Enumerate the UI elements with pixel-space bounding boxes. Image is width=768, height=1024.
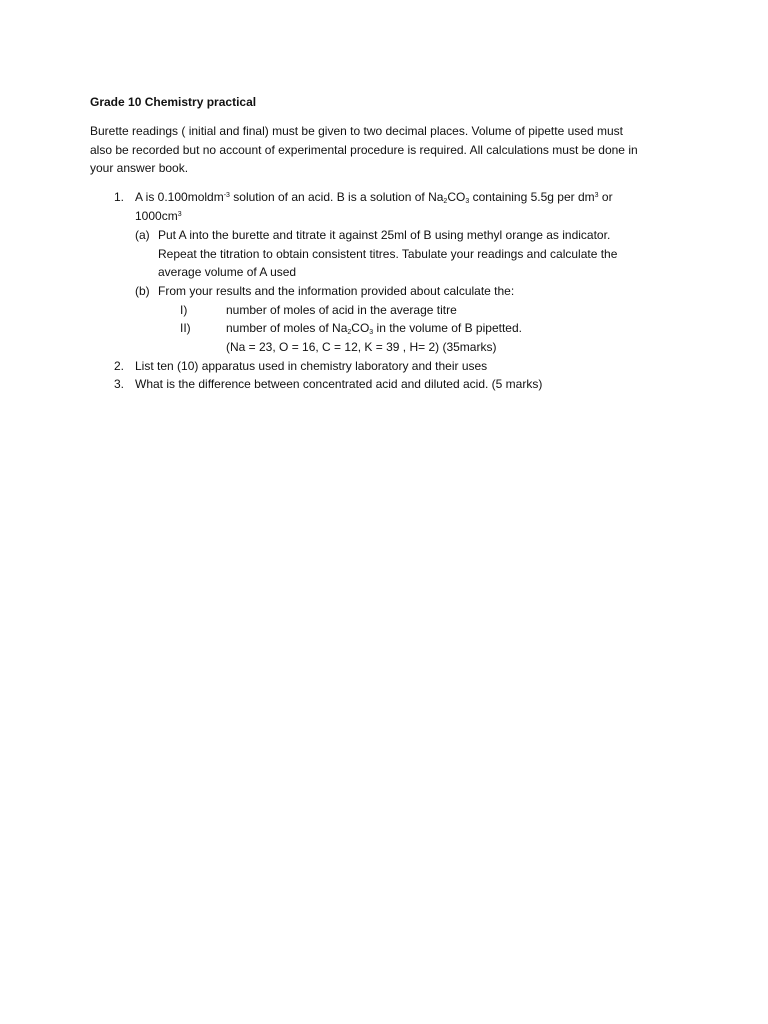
question-1-text: A is 0.100moldm$^{-3}$ solution of an acid. B is a solution of $Na_2CO_3$ containing 5.5g per $dm^3$ or [135,190,613,205]
intro-line-2: also be recorded but no account of experimental procedure is required. All calculations must be done in [90,143,638,157]
question-3-text: What is the difference between concentrated acid and diluted acid. (5 marks) [135,377,543,391]
intro-line-1: Burette readings ( initial and final) must be given to two decimal places. Volume of pipette used must [90,124,623,138]
question-1b-ii-text: number of moles of $Na_2CO_3$ in the volume of B pipetted. [226,321,522,336]
question-1b-line-1: From your results and the information provided about calculate the: [158,284,515,298]
question-1b-label: (b) [135,284,150,298]
question-1-number: 1. [114,190,125,204]
intro-line-3: your answer book. [90,161,189,175]
question-1a-line-2: Repeat the titration to obtain consistent titres. Tabulate your readings and calculate the [158,247,618,261]
question-1b-i-text: number of moles of acid in the average titre [226,303,457,317]
question-2-text: List ten (10) apparatus used in chemistry laboratory and their uses [135,359,488,373]
question-1a-line-1: Put A into the burette and titrate it against 25ml of B using methyl orange as indicator. [158,228,611,242]
question-1a-line-3: average volume of A used [158,265,297,279]
question-1a-label: (a) [135,228,150,242]
question-3-number: 3. [114,377,125,391]
document-title: Grade 10 Chemistry practical [90,95,257,109]
question-1-text-line-2: $1000cm^3$ [135,209,182,223]
question-1-atomic-masses: (Na = 23, O = 16, C = 12, K = 39 , H= 2) (35marks) [226,340,497,354]
question-1b-i-label: I) [180,303,188,317]
question-1b-ii-label: II) [180,321,191,335]
question-2-number: 2. [114,359,125,373]
